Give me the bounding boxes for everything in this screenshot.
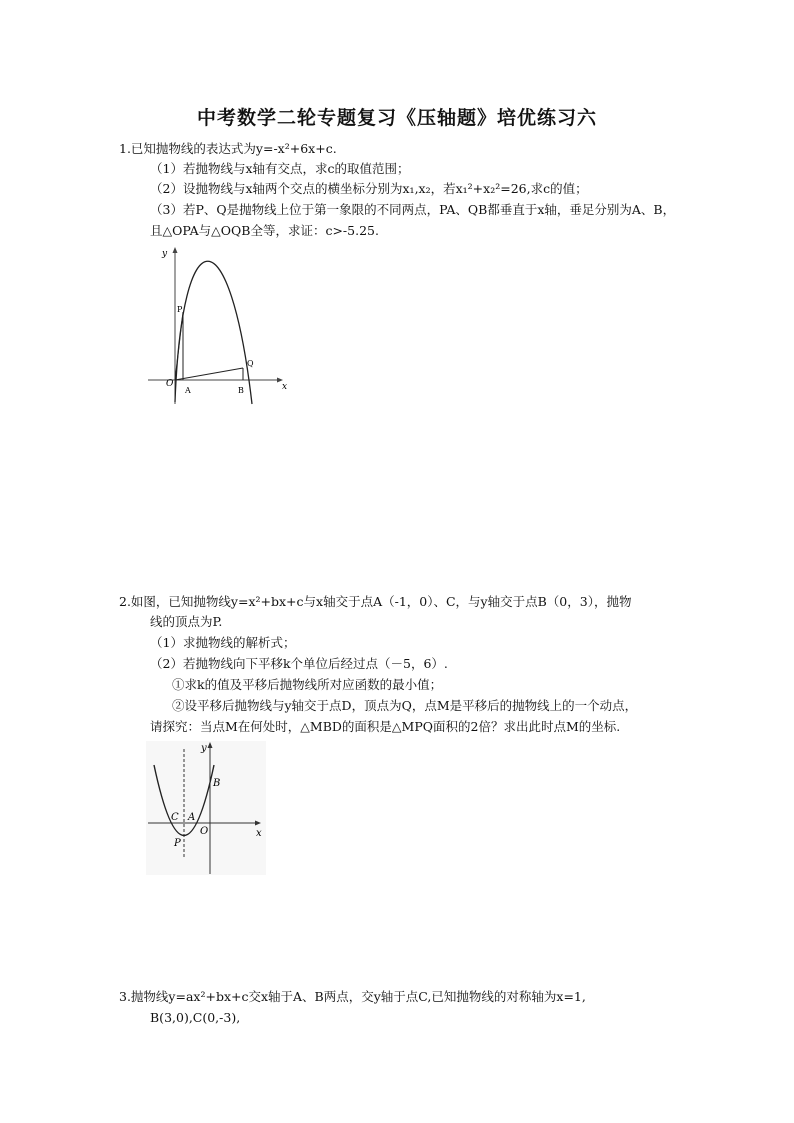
q1-label-a: A [185,386,191,395]
q2-part2-ii: ②设平移后抛物线与y轴交于点D，顶点为Q，点M是平移后的抛物线上的一个动点， [172,698,638,713]
q2-part2: （2）若抛物线向下平移k个单位后经过点（－5，6）. [150,656,448,671]
q1-label-o: O [166,379,174,389]
q2-stem-line2: 线的顶点为P. [150,614,223,629]
q2-label-p: P [174,838,181,849]
q2-label-y: y [201,743,207,754]
q1-part3-line2: 且△OPA与△OQB全等，求证：c>-5.25. [150,223,379,238]
q1-segment-op [175,312,183,380]
q3-line2: B(3,0),C(0,-3), [150,1010,241,1025]
q1-label-p: P [177,305,183,314]
q2-stem-line1: 2.如图，已知抛物线y=x²+bx+c与x轴交于点A（-1，0）、C，与y轴交于点B（0，3），抛物 [119,594,632,609]
q1-segment-oq [175,368,243,380]
q2-label-o: O [200,826,209,837]
q1-label-b: B [238,386,244,395]
q2-part2-i: ①求k的值及平移后抛物线所对应函数的最小值； [172,677,443,692]
q1-part3-line1: （3）若P、Q是抛物线上位于第一象限的不同两点，PA、QB都垂直于x轴，垂足分别为A、B， [150,202,676,217]
q1-label-y: y [162,249,168,259]
q3-stem: 3.抛物线y=ax²+bx+c交x轴于A、B两点，交y轴于点C,已知抛物线的对称轴为x=1, [119,989,586,1004]
q2-figure [146,741,266,875]
page-title: 中考数学二轮专题复习《压轴题》培优练习六 [196,107,597,129]
q1-label-x: x [282,382,288,392]
q2-part1: （1）求抛物线的解析式； [150,635,296,650]
q2-part2-iii: 请探究：当点M在何处时，△MBD的面积是△MPQ面积的2倍？求出此时点M的坐标. [150,719,621,734]
q1-label-q: Q [247,359,254,368]
q2-label-a: A [188,812,196,823]
q1-figure [146,244,296,406]
q1-y-arrow [173,247,178,253]
q1-parabola [175,261,252,404]
q2-label-x: x [256,828,262,839]
q1-part2: （2）设抛物线与x轴两个交点的横坐标分别为x₁,x₂，若x₁²+x₂²=26,求c的值； [150,181,588,196]
q2-label-c: C [171,812,179,823]
q2-label-b: B [213,778,221,789]
q1-stem: 1.已知抛物线的表达式为y=-x²+6x+c. [119,141,337,156]
q2-figure-background [146,741,266,875]
q1-part1: （1）若抛物线与x轴有交点，求c的取值范围； [150,161,410,176]
